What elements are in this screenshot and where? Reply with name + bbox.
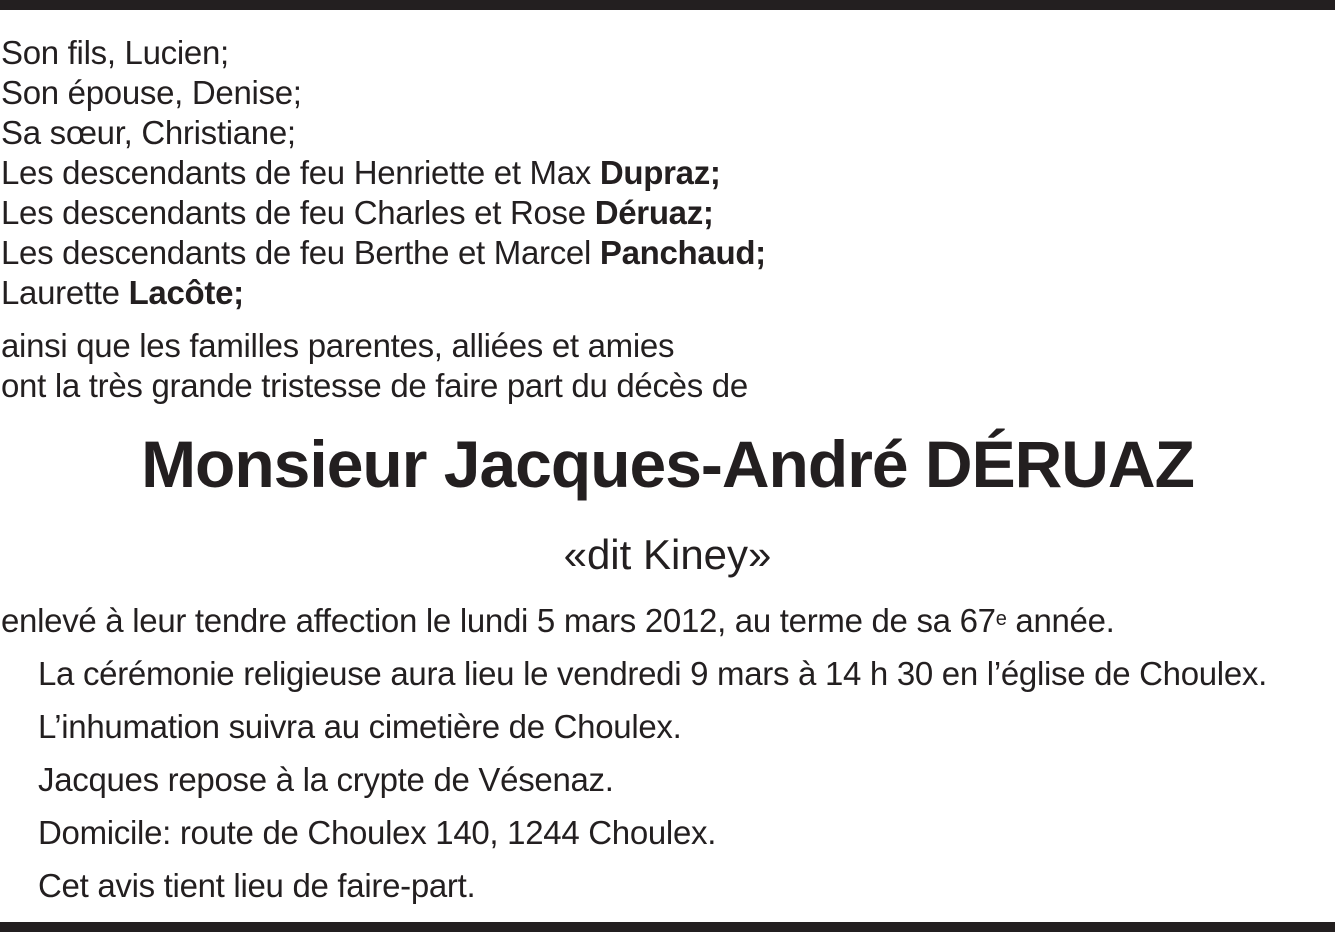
death-notice-text-end: année. <box>1006 602 1115 639</box>
family-line-wife <box>1 73 302 113</box>
family-line-text: Sa sœur, Christiane; <box>1 114 296 151</box>
deceased-name: Monsieur Jacques-André DÉRUAZ <box>141 427 1194 501</box>
family-line-text: Laurette <box>1 274 129 311</box>
ceremony-detail: La cérémonie religieuse aura lieu le vendredi 9 mars à 14 h 30 en l’église de Choulex. <box>38 655 1267 692</box>
family-surname: Déruaz; <box>594 194 714 231</box>
family-line-lacote <box>1 273 244 313</box>
family-line-sister <box>1 113 296 153</box>
family-line-dupraz <box>1 153 721 193</box>
family-surname: Lacôte; <box>128 274 244 311</box>
address-detail: Domicile: route de Choulex 140, 1244 Choulex. <box>38 814 717 851</box>
ordinal-superscript: e <box>995 608 1007 630</box>
family-line-text: Son fils, Lucien; <box>1 34 229 71</box>
death-notice-line <box>1 601 1115 641</box>
family-line-deruaz <box>1 193 714 233</box>
family-line-panchaud <box>1 233 766 273</box>
deceased-nickname: «dit Kiney» <box>563 531 772 578</box>
family-surname: Panchaud; <box>599 234 766 271</box>
intro-line-2: ont la très grande tristesse de faire part du décès de <box>1 367 748 404</box>
notice-statement: Cet avis tient lieu de faire-part. <box>38 867 476 904</box>
bottom-border-rule <box>0 922 1335 932</box>
family-line-text: Les descendants de feu Charles et Rose <box>1 194 595 231</box>
repose-detail: Jacques repose à la crypte de Vésenaz. <box>38 761 614 798</box>
family-line-text: Son épouse, Denise; <box>1 74 302 111</box>
burial-detail: L’inhumation suivra au cimetière de Choulex. <box>38 708 682 745</box>
family-surname: Dupraz; <box>599 154 721 191</box>
family-line-son <box>1 33 229 73</box>
intro-line-1: ainsi que les familles parentes, alliées et amies <box>1 327 675 364</box>
top-border-rule <box>0 0 1335 10</box>
death-notice-text: enlevé à leur tendre affection le lundi 5 mars 2012, au terme de sa 67 <box>1 602 996 639</box>
family-line-text: Les descendants de feu Berthe et Marcel <box>1 234 600 271</box>
family-line-text: Les descendants de feu Henriette et Max <box>1 154 600 191</box>
